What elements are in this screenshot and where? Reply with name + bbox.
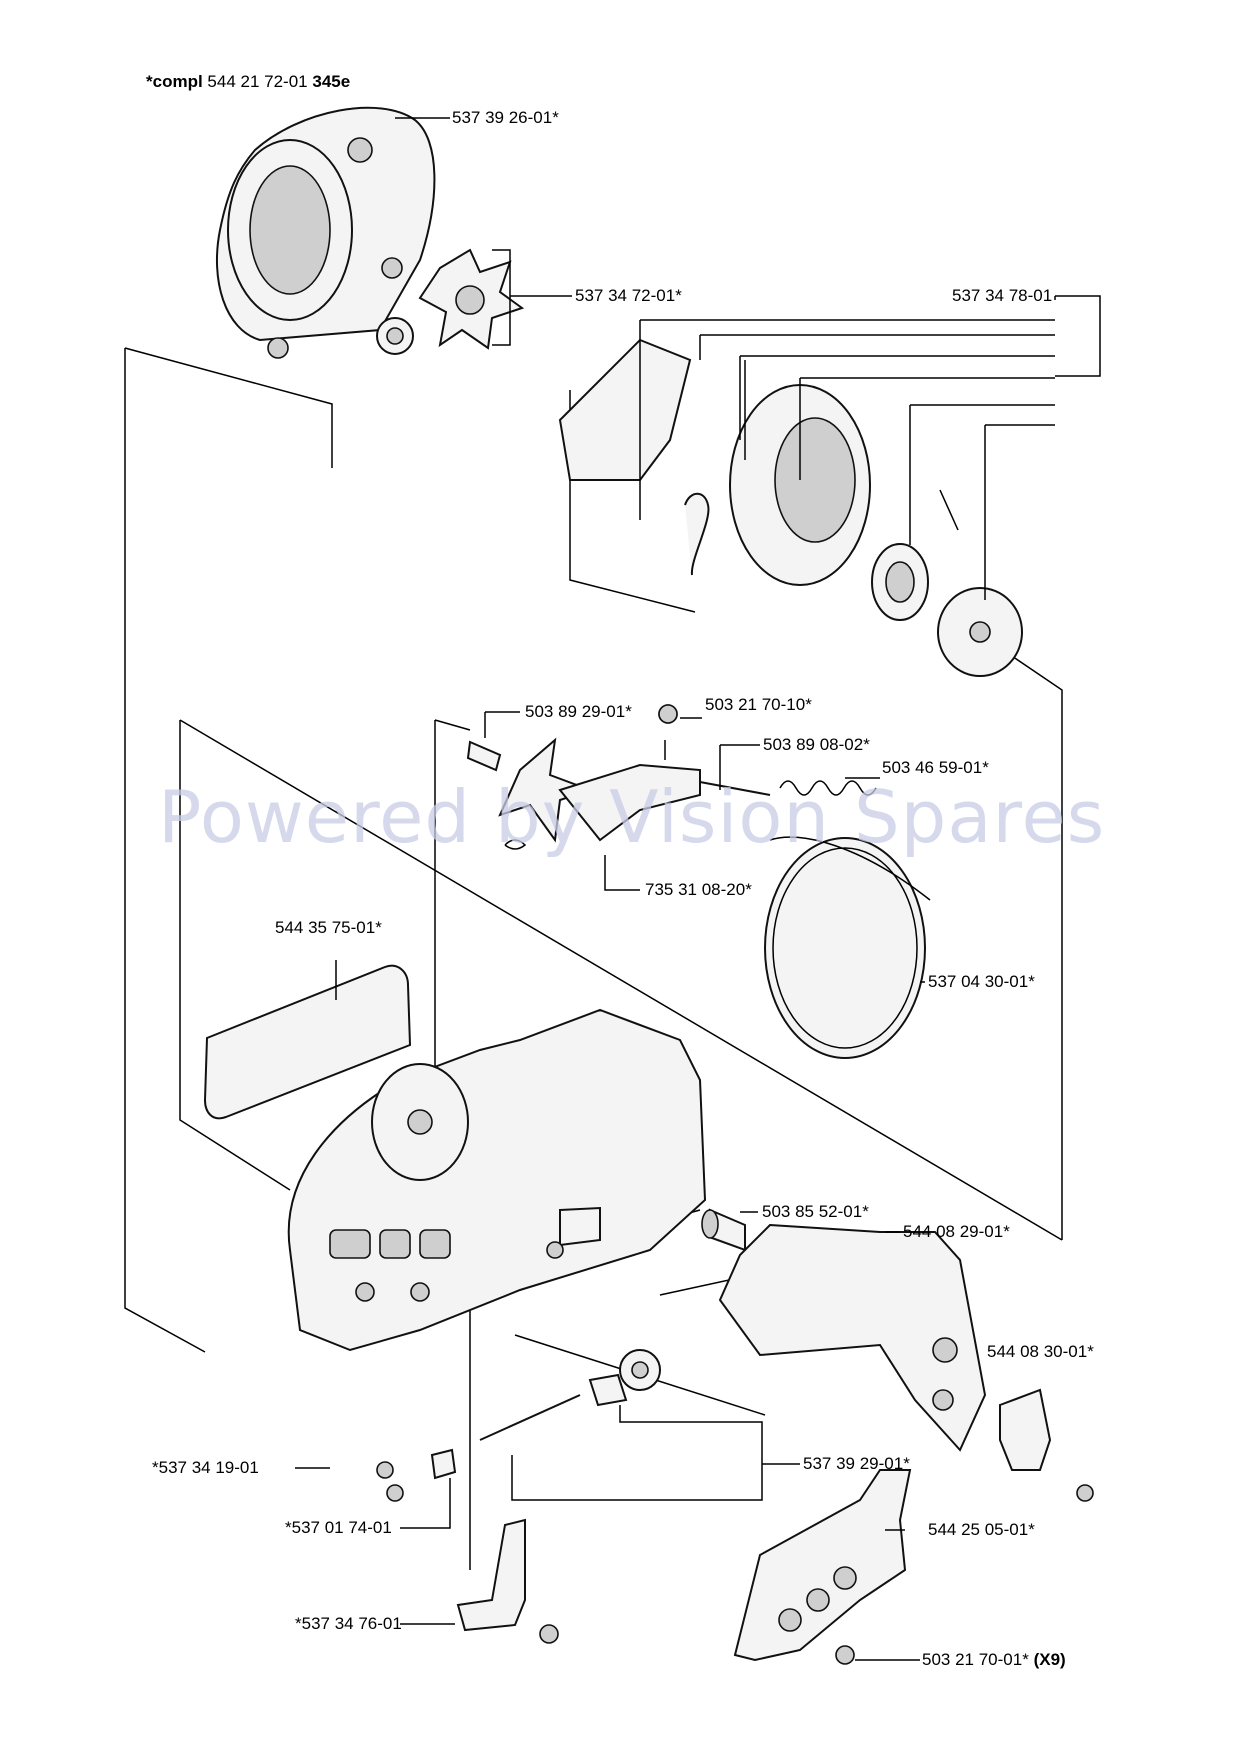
adjuster-part — [458, 1520, 558, 1643]
clutch-assembly-part — [560, 340, 1022, 676]
callout-label: 544 08 30-01* — [987, 1342, 1094, 1361]
callout-label: 544 08 29-01* — [903, 1222, 1010, 1241]
watermark-text: Powered by Vision Spares — [158, 775, 1106, 859]
callout-label: 503 21 70-10* — [705, 695, 812, 714]
bracket-part — [720, 1225, 985, 1450]
callout-label: 537 34 72-01* — [575, 286, 682, 305]
callout-label: 537 04 30-01* — [928, 972, 1035, 991]
callout-label: 503 89 08-02* — [763, 735, 870, 754]
header-part-number: 544 21 72-01 — [207, 72, 308, 91]
callout-label: 503 85 52-01* — [762, 1202, 869, 1221]
gear-shaft-part — [480, 1350, 660, 1440]
bumper-part — [1000, 1390, 1050, 1470]
assembly-header — [146, 72, 350, 92]
callout-label: 544 35 75-01* — [275, 918, 382, 937]
header-prefix: *compl — [146, 72, 203, 91]
callout-label: 503 89 29-01* — [525, 702, 632, 721]
callout-label: 537 39 26-01* — [452, 108, 559, 127]
callout-label: *537 34 19-01 — [152, 1458, 259, 1477]
callout-text: 503 21 70-01* — [922, 1650, 1029, 1669]
callout-label: *537 34 76-01 — [295, 1614, 402, 1633]
callout-quantity: (X9) — [1033, 1650, 1066, 1669]
header-model: 345e — [312, 72, 351, 91]
pin-part — [702, 1210, 745, 1250]
nut-part — [377, 1450, 455, 1478]
callout-label: 544 25 05-01* — [928, 1520, 1035, 1539]
callout-label: 503 46 59-01* — [882, 758, 989, 777]
callout-label-x9 — [922, 1650, 1066, 1670]
callout-label: 537 34 78-01 — [952, 286, 1053, 305]
callout-label: 735 31 08-20* — [645, 880, 752, 899]
callout-label: *537 01 74-01 — [285, 1518, 392, 1537]
callout-label: 537 39 29-01* — [803, 1454, 910, 1473]
brake-band-part — [765, 837, 930, 1058]
